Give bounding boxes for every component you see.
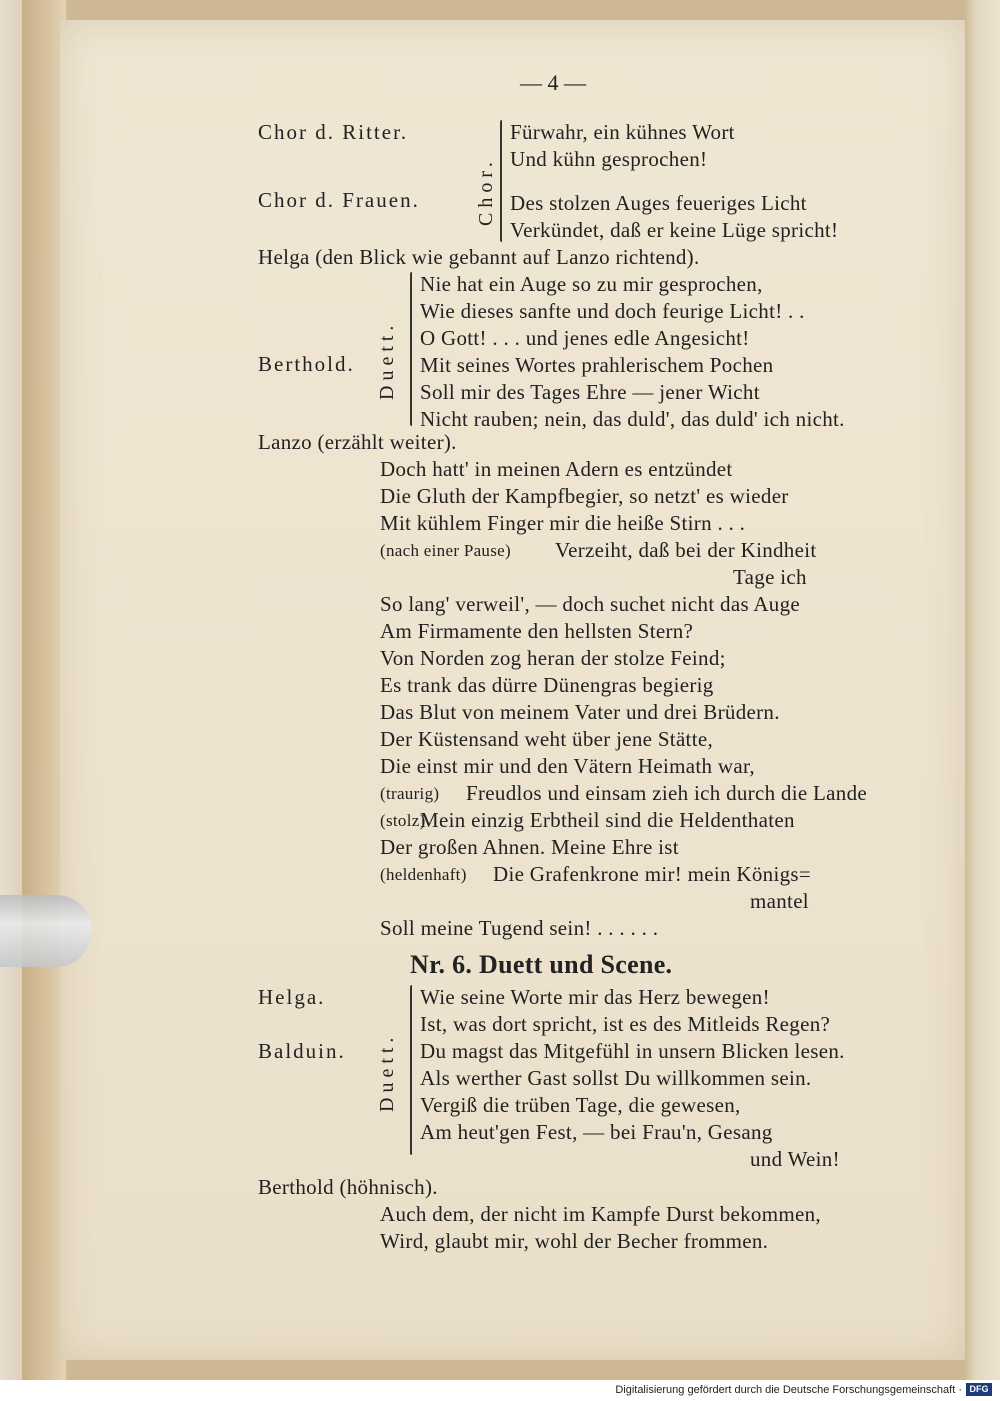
brace-chor bbox=[500, 120, 502, 242]
speaker-berthold: Berthold. bbox=[258, 352, 355, 376]
verse-line: Tage ich bbox=[733, 565, 807, 589]
verse-line: Soll meine Tugend sein! . . . . . . bbox=[380, 916, 659, 940]
section-heading: Nr. 6. Duett und Scene. bbox=[410, 950, 673, 979]
vertical-label-duett: Duett. bbox=[376, 1032, 398, 1112]
verse-line: Fürwahr, ein kühnes Wort bbox=[510, 120, 735, 144]
verse-line: Mit seines Wortes prahlerischem Pochen bbox=[420, 353, 774, 377]
verse-line: Freudlos und einsam zieh ich durch die Lande bbox=[466, 781, 868, 805]
verse-line: Die Grafenkrone mir! mein Königs= bbox=[493, 862, 811, 886]
verse-line: Am heut'gen Fest, — bei Frau'n, Gesang bbox=[420, 1120, 773, 1144]
verse-line: Der Küstensand weht über jene Stätte, bbox=[380, 727, 714, 751]
verse-line: Du magst das Mitgefühl in unsern Blicken lesen. bbox=[420, 1039, 845, 1063]
verse-line: Wie seine Worte mir das Herz bewegen! bbox=[420, 985, 770, 1009]
speaker-chor-frauen: Chor d. Frauen. bbox=[258, 188, 420, 212]
stage-direction-berthold: Berthold (höhnisch). bbox=[258, 1175, 438, 1199]
verse-line: Verkündet, daß er keine Lüge spricht! bbox=[510, 218, 839, 242]
vertical-label-duett: Duett. bbox=[376, 320, 398, 400]
verse-line: Auch dem, der nicht im Kampfe Durst bekommen, bbox=[380, 1202, 821, 1226]
verse-line: Mit kühlem Finger mir die heiße Stirn . . . bbox=[380, 511, 746, 535]
brace-duett bbox=[410, 985, 412, 1155]
stage-direction-lanzo: Lanzo (erzählt weiter). bbox=[258, 430, 457, 454]
verse-line: Nie hat ein Auge so zu mir gesprochen, bbox=[420, 272, 763, 296]
book-edge-right bbox=[965, 0, 1000, 1380]
verse-line: Verzeiht, daß bei der Kindheit bbox=[555, 538, 817, 562]
verse-line: Soll mir des Tages Ehre — jener Wicht bbox=[420, 380, 760, 404]
verse-line: Die einst mir und den Vätern Heimath war, bbox=[380, 754, 755, 778]
page-clip bbox=[0, 895, 92, 967]
verse-line: mantel bbox=[750, 889, 809, 913]
speaker-balduin: Balduin. bbox=[258, 1039, 346, 1063]
verse-line: Mein einzig Erbtheil sind die Heldenthaten bbox=[420, 808, 795, 832]
verse-line: O Gott! . . . und jenes edle Angesicht! bbox=[420, 326, 750, 350]
verse-line: Als werther Gast sollst Du willkommen sein. bbox=[420, 1066, 812, 1090]
verse-line: Am Firmamente den hellsten Stern? bbox=[380, 619, 694, 643]
stage-direction-helga: Helga (den Blick wie gebannt auf Lanzo richtend). bbox=[258, 245, 700, 269]
verse-line: und Wein! bbox=[750, 1147, 840, 1171]
dfg-logo: DFG bbox=[966, 1383, 992, 1396]
stage-direction: (heldenhaft) bbox=[380, 865, 467, 884]
verse-line: Ist, was dort spricht, ist es des Mitleids Regen? bbox=[420, 1012, 831, 1036]
stage-direction: (nach einer Pause) bbox=[380, 541, 511, 560]
verse-line: Wird, glaubt mir, wohl der Becher frommen. bbox=[380, 1229, 769, 1253]
verse-line: Doch hatt' in meinen Adern es entzündet bbox=[380, 457, 733, 481]
speaker-helga: Helga. bbox=[258, 985, 326, 1009]
footer-credit: Digitalisierung gefördert durch die Deutsche Forschungsgemeinschaft · bbox=[615, 1384, 962, 1396]
verse-line: Des stolzen Auges feueriges Licht bbox=[510, 191, 807, 215]
verse-line: Wie dieses sanfte und doch feurige Licht! . . bbox=[420, 299, 805, 323]
vertical-label-chor: Chor. bbox=[475, 157, 497, 226]
verse-line: Das Blut von meinem Vater und drei Brüdern. bbox=[380, 700, 780, 724]
speaker-chor-ritter: Chor d. Ritter. bbox=[258, 120, 409, 144]
verse-line: Der großen Ahnen. Meine Ehre ist bbox=[380, 835, 679, 859]
verse-line: Die Gluth der Kampfbegier, so netzt' es wieder bbox=[380, 484, 789, 508]
verse-line: Es trank das dürre Dünengras begierig bbox=[380, 673, 714, 697]
stage-direction: (stolz) bbox=[380, 811, 426, 830]
verse-line: Vergiß die trüben Tage, die gewesen, bbox=[420, 1093, 741, 1117]
verse-line: Von Norden zog heran der stolze Feind; bbox=[380, 646, 726, 670]
brace-duett bbox=[410, 272, 412, 426]
verse-line: Nicht rauben; nein, das duld', das duld' ich nicht. bbox=[420, 407, 845, 431]
stage-direction: (traurig) bbox=[380, 784, 440, 803]
verse-line: So lang' verweil', — doch suchet nicht das Auge bbox=[380, 592, 801, 616]
page-number: — 4 — bbox=[520, 70, 586, 95]
verse-line: Und kühn gesprochen! bbox=[510, 147, 708, 171]
